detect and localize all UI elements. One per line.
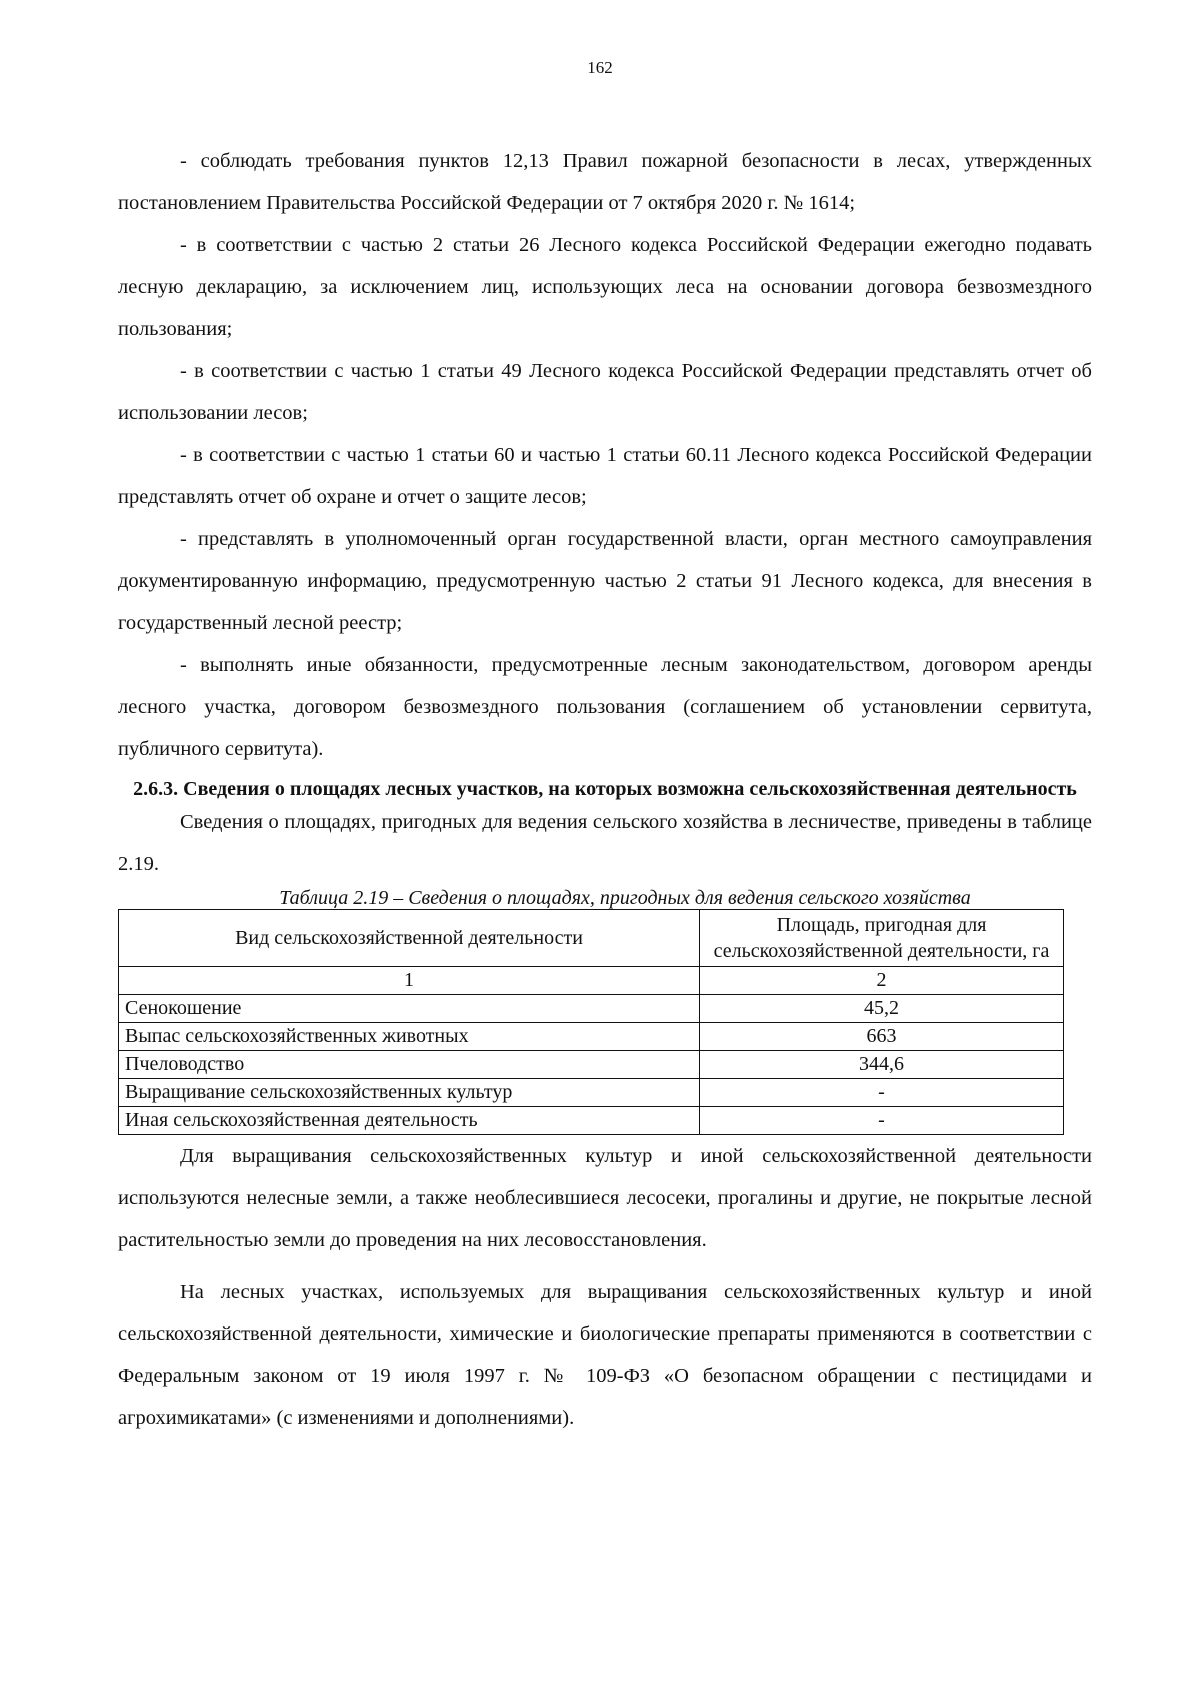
area-cell: - xyxy=(700,1107,1064,1135)
obligation-item: - соблюдать требования пунктов 12,13 Правил пожарной безопасности в лесах, утвержденных постановлением Правительства Российской Федерации от 7 октября 2020 г. № 1614; xyxy=(118,150,1092,214)
table-caption: Таблица 2.19 – Сведения о площадях, пригодных для ведения сельского хозяйства xyxy=(279,887,971,909)
closing-paragraph: На лесных участках, используемых для выращивания сельскохозяйственных культур и иной сельскохозяйственной деятельности, химические и биологические препараты применяются в соответствии с Федеральным законом от 19 июля 1997 г. № 109-ФЗ «О безопасном обращении с пестицидами и агрохимикатами» (с изменениями и дополнениями). xyxy=(118,1281,1092,1429)
obligation-item: - представлять в уполномоченный орган государственной власти, орган местного самоуправления документированную информацию, предусмотренную частью 2 статьи 91 Лесного кодекса, для внесения в государственный лесной реестр; xyxy=(118,528,1092,634)
header-area: Площадь, пригодная для сельскохозяйственной деятельности, га xyxy=(700,910,1064,967)
obligation-item: - в соответствии с частью 2 статьи 26 Лесного кодекса Российской Федерации ежегодно подавать лесную декларацию, за исключением лиц, использующих леса на основании договора безвозмездного пользования; xyxy=(118,234,1092,340)
activity-cell: Сенокошение xyxy=(119,995,700,1023)
activity-cell: Пчеловодство xyxy=(119,1051,700,1079)
table-row xyxy=(119,1023,1064,1051)
area-cell: 663 xyxy=(700,1023,1064,1051)
closing-paragraph: Для выращивания сельскохозяйственных культур и иной сельскохозяйственной деятельности используются нелесные земли, а также необлесившиеся лесосеки, прогалины и другие, не покрытые лесной растительностью земли до проведения на них лесовосстановления. xyxy=(118,1145,1092,1251)
column-number: 1 xyxy=(119,967,700,995)
header-activity: Вид сельскохозяйственной деятельности xyxy=(119,910,700,967)
table-row xyxy=(119,1051,1064,1079)
area-cell: 45,2 xyxy=(700,995,1064,1023)
agriculture-area-table xyxy=(118,909,1064,1135)
area-cell: - xyxy=(700,1079,1064,1107)
intro-paragraph: Сведения о площадях, пригодных для ведения сельского хозяйства в лесничестве, приведены в таблице 2.19. xyxy=(118,811,1092,875)
column-number-row xyxy=(119,967,1064,995)
table-header-row xyxy=(119,910,1064,967)
activity-cell: Выпас сельскохозяйственных животных xyxy=(119,1023,700,1051)
activity-cell: Иная сельскохозяйственная деятельность xyxy=(119,1107,700,1135)
obligation-item: - в соответствии с частью 1 статьи 49 Лесного кодекса Российской Федерации представлять отчет об использовании лесов; xyxy=(118,360,1092,424)
activity-cell: Выращивание сельскохозяйственных культур xyxy=(119,1079,700,1107)
section-heading: 2.6.3. Сведения о площадях лесных участков, на которых возможна сельскохозяйственная деятельность xyxy=(133,778,1077,800)
obligation-item: - выполнять иные обязанности, предусмотренные лесным законодательством, договором аренды лесного участка, договором безвозмездного пользования (соглашением об установлении сервитута, публичного сервитута). xyxy=(118,654,1092,760)
table-row xyxy=(119,995,1064,1023)
area-cell: 344,6 xyxy=(700,1051,1064,1079)
table-row xyxy=(119,1107,1064,1135)
table-row xyxy=(119,1079,1064,1107)
document-body xyxy=(118,140,1092,1439)
obligation-item: - в соответствии с частью 1 статьи 60 и частью 1 статьи 60.11 Лесного кодекса Российской Федерации представлять отчет об охране и отчет о защите лесов; xyxy=(118,444,1092,508)
column-number: 2 xyxy=(700,967,1064,995)
page-number: 162 xyxy=(587,58,613,77)
